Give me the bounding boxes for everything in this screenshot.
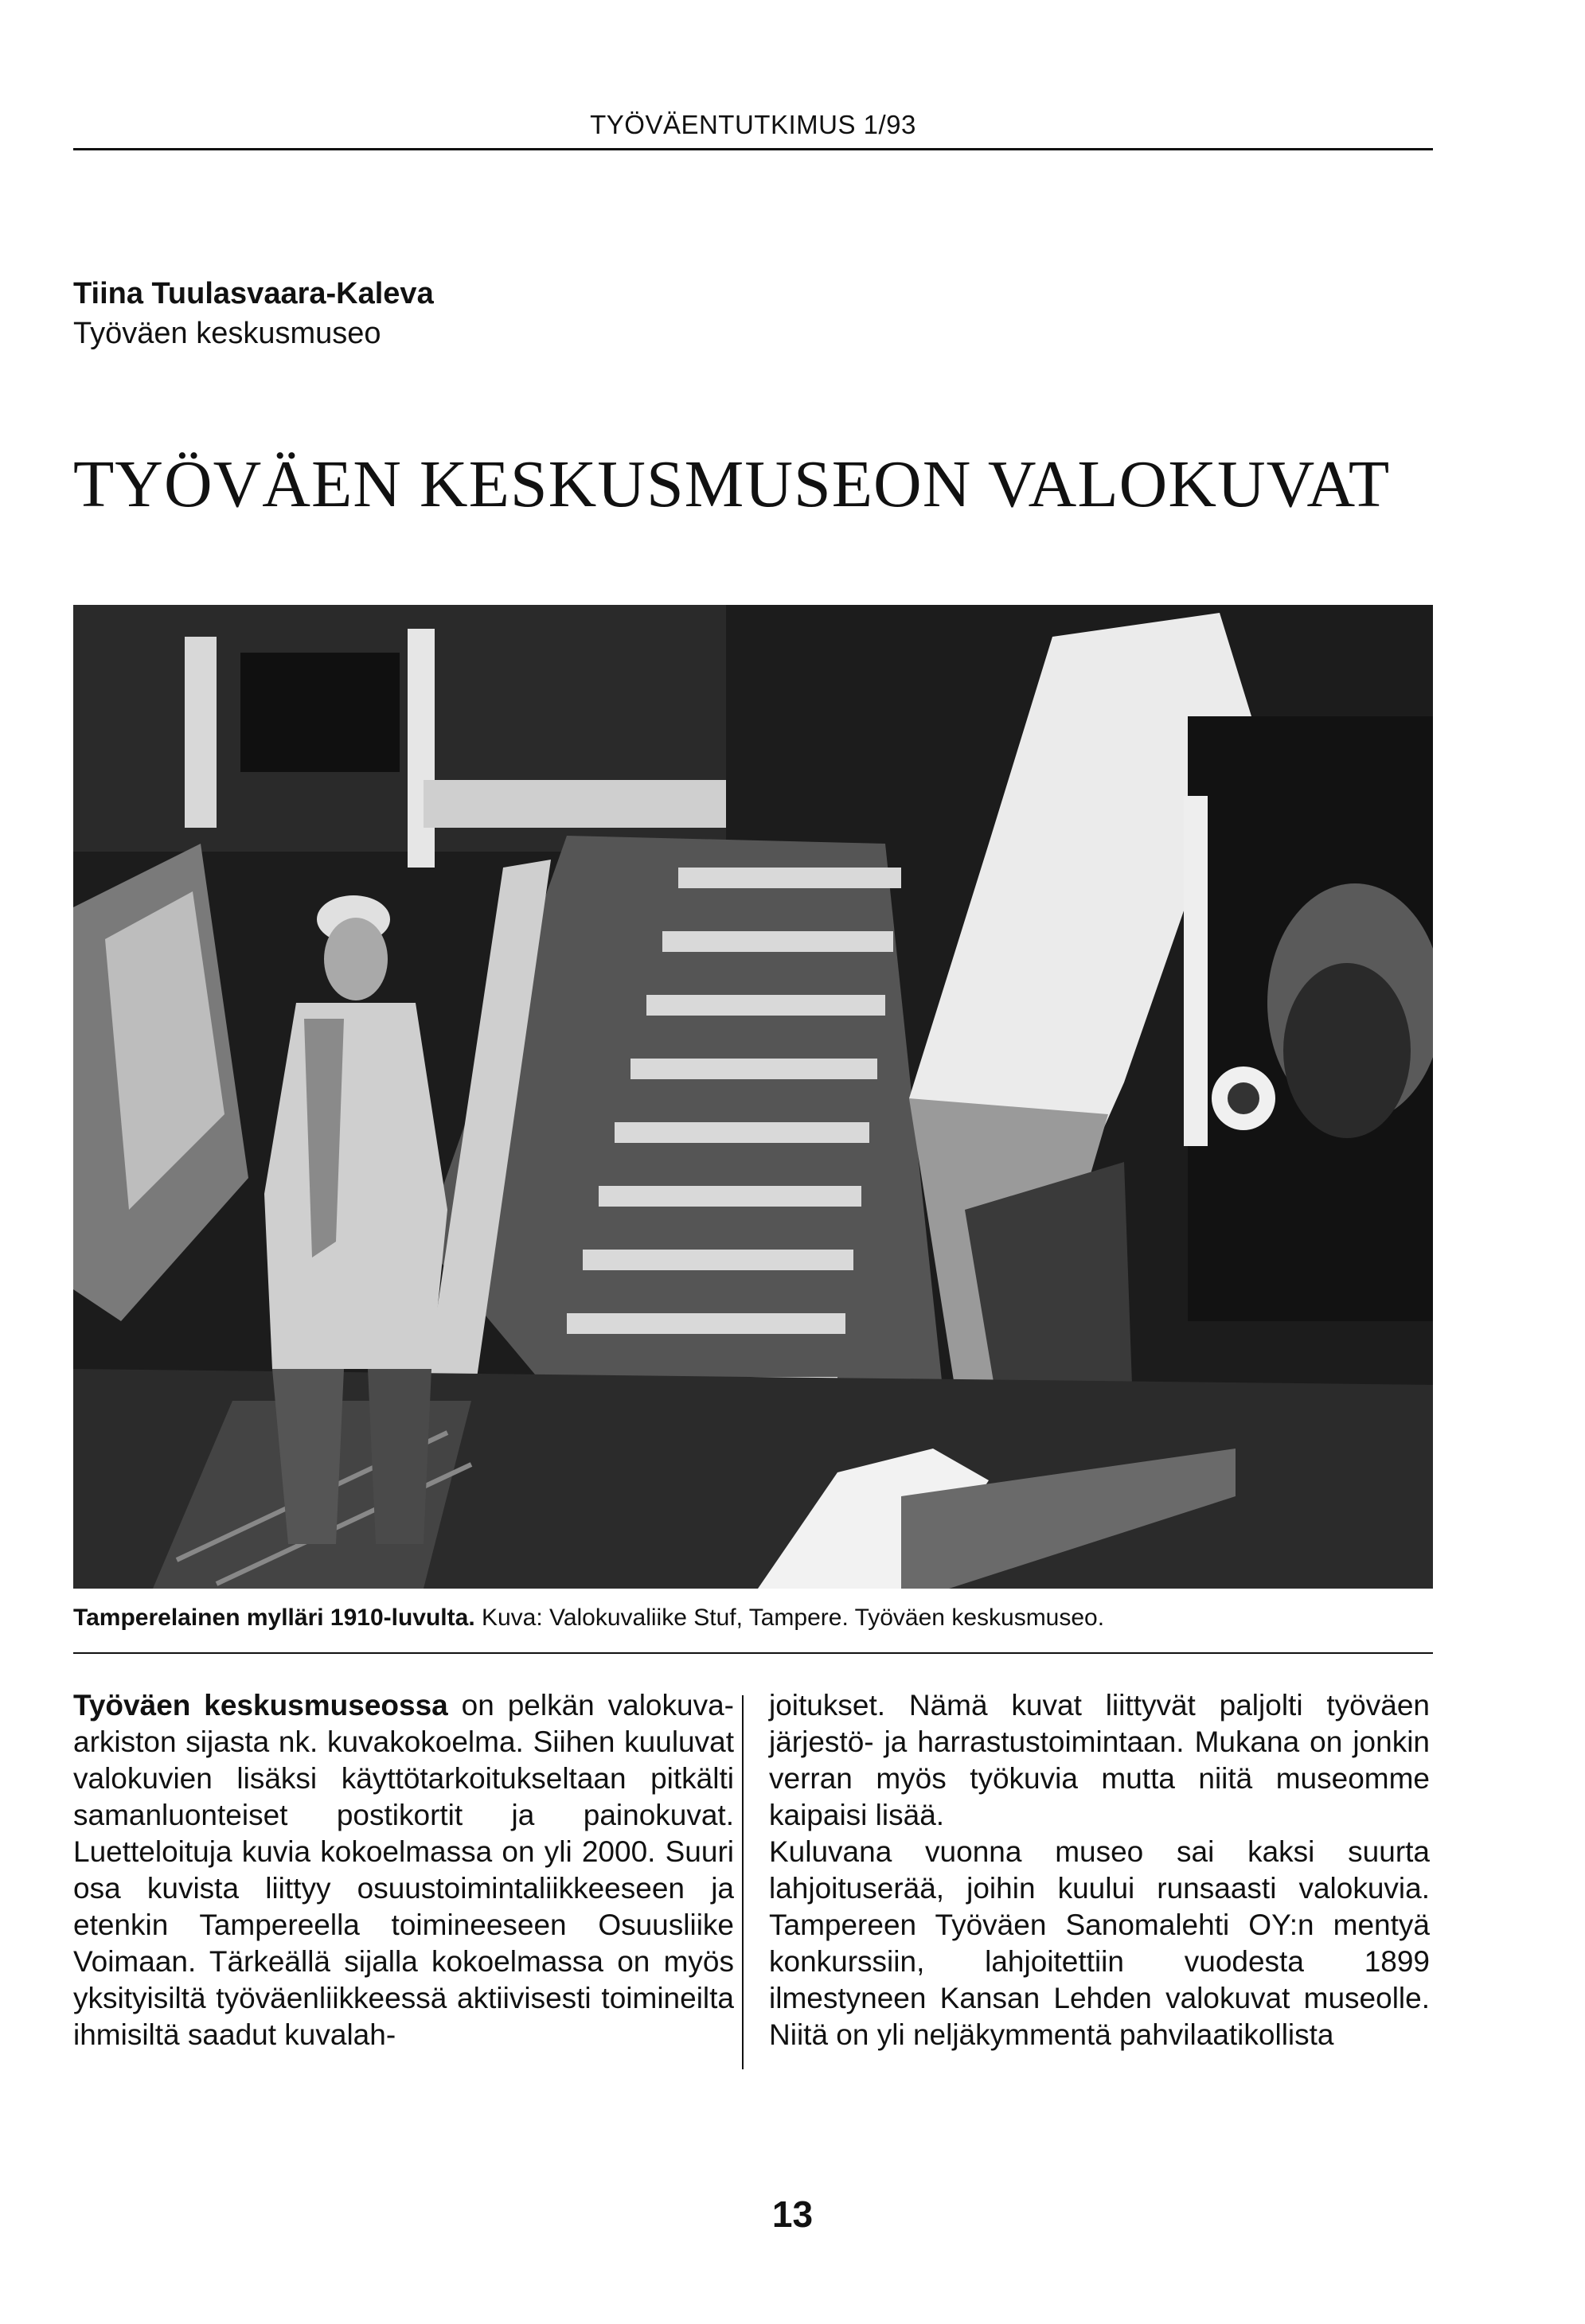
article-photo	[73, 605, 1433, 1589]
lead-in: Työväen keskusmuseossa	[73, 1689, 448, 1722]
page-number: 13	[771, 2193, 814, 2235]
body-column-right	[769, 1687, 1430, 2053]
caption-rule	[73, 1652, 1433, 1654]
author-name: Tiina Tuulasvaara-Kaleva	[73, 277, 434, 310]
header-rule	[73, 148, 1433, 150]
body-text-left: on pelkän valokuva-arkiston sijasta nk. kuvakokoelma. Siihen kuuluvat valokuvien lisäksi käyttötarkoitukseltaan pitkälti samanluonteiset postikortit ja painokuvat. Luetteloituja kuvia kokoelmassa on yli 2000. Suuri osa kuvista liittyy osuustoimintaliikkeeseen ja etenkin Tampereella toimineeseen Osuusliike Voimaan. Tärkeällä sijalla kokoelmassa on myös yksityisiltä työväenliikkeessä aktiivisesti toimineilta ihmisiltä saadut kuvalah-	[73, 1689, 734, 2051]
body-column-left	[73, 1687, 734, 2053]
caption-bold: Tamperelainen mylläri 1910-luvulta.	[73, 1605, 475, 1631]
body-paragraph: Kuluvana vuonna museo sai kaksi suurta lahjoituserää, joihin kuului runsaasti valokuvia. Tampereen Työväen Sanomalehti OY:n mentyä konkurssiin, lahjoitettiin vuodesta 1899 ilmestyneen Kansan Lehden valokuvat museolle. Niitä on yli neljäkymmentä pahvilaatikollista	[769, 1835, 1430, 2051]
running-head: TYÖVÄENTUTKIMUS 1/93	[590, 110, 916, 139]
author-affiliation: Työväen keskusmuseo	[73, 317, 381, 350]
caption-credit: Kuva: Valokuvaliike Stuf, Tampere. Työväen keskusmuseo.	[474, 1605, 1105, 1631]
column-divider	[742, 1695, 744, 2069]
body-paragraph: joitukset. Nämä kuvat liittyvät paljolti työväen järjestö- ja harrastustoimintaan. Mukana on jonkin verran myös työkuvia mutta niitä museomme kaipaisi lisää.	[769, 1689, 1430, 1831]
photo-caption	[73, 1602, 1433, 1634]
article-title: TYÖVÄEN KESKUSMUSEON VALOKUVAT	[73, 447, 1391, 521]
